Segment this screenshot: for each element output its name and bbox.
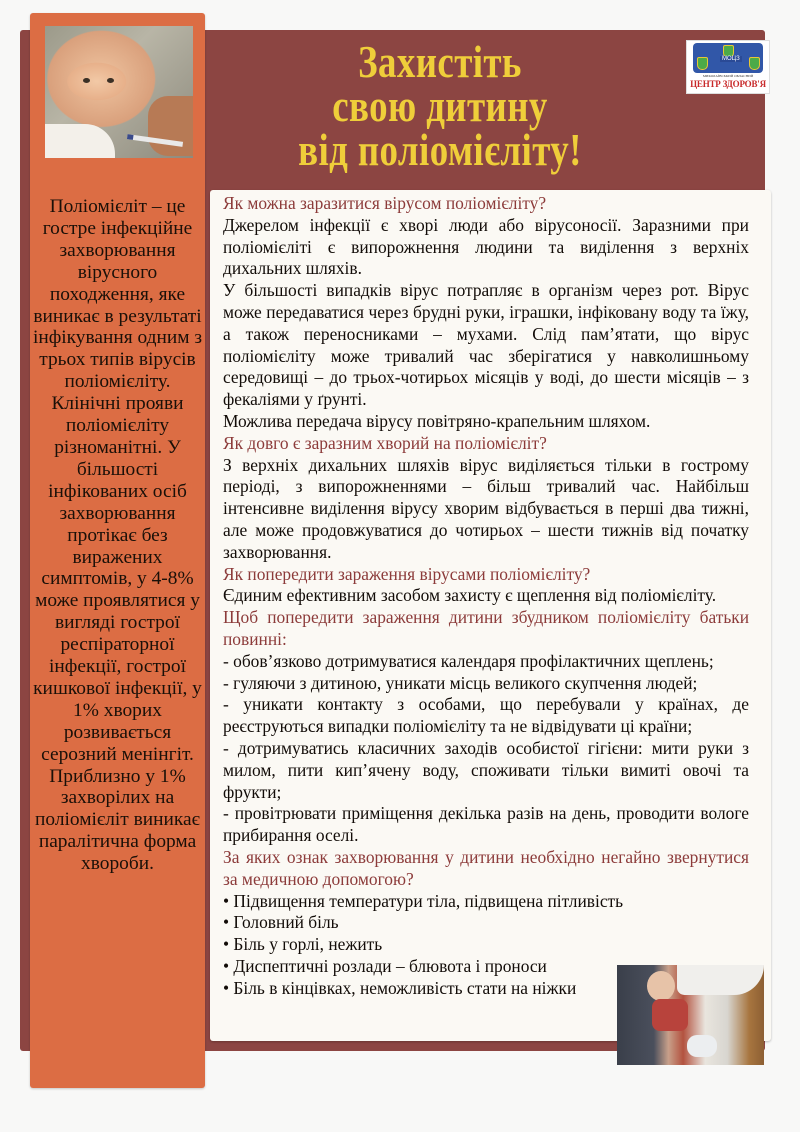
content-panel: [210, 190, 771, 1041]
sidebar-description: Поліомієліт – це гостре інфекційне захворювання вірусного походження, яке виникає в результаті інфікування одним з трьох типів вірусів поліомієліту. Клінічні прояви поліомієліту різноманітні. У більшості інфікованих осіб захворювання протікає без виражених симптомів, у 4-8% може проявлятися у вигляді гострої респіраторної інфекції, гострої кишкової інфекції, у 1% хворих розвивається серозний менінгіт. Приблизно у 1% захворілих на поліомієліт виникає паралітична форма хвороби.: [32, 196, 203, 875]
photo-detail: [677, 965, 764, 995]
section-heading: Як можна заразитися вірусом поліомієліту?: [223, 193, 547, 213]
photo-detail: [45, 124, 115, 158]
list-item: - провітрювати приміщення декілька разів на день, проводити вологе прибирання оселі.: [223, 803, 749, 846]
health-center-logo: [686, 40, 770, 94]
symptom-item: • Головний біль: [223, 912, 339, 933]
logo-badge: [693, 43, 763, 73]
paragraph: Джерелом інфекції є хворі люди або вірусоносії. Заразними при поліомієліті є випорожнення людини та виділення з верхніх дихальних шляхів.: [223, 214, 749, 279]
coat-of-arms-icon: [697, 57, 708, 70]
logo-badge-text: МОЦЗ: [722, 56, 740, 62]
paragraph: З верхніх дихальних шляхів вірус виділяється тільки в гострому періоді, з випорожненнями – більш тривалий час. Найбільш інтенсивне виділення вірусу хворим відбувається в перші два тижні, але може продовжуватися до чотирьох – шести тижнів від початку захворювання.: [223, 454, 749, 562]
coat-of-arms-icon: [749, 57, 760, 70]
symptom-item: • Підвищення температури тіла, підвищена пітливість: [223, 890, 624, 911]
photo-detail: [107, 78, 114, 83]
photo-detail: [652, 999, 688, 1031]
content-body: [223, 193, 749, 999]
symptom-item: • Диспептичні розлади – блювота і проноси: [223, 955, 547, 976]
list-item: - дотримуватись класичних заходів особистої гігієни: мити руки з милом, пити кип’ячену воду, споживати тільки вимиті овочі та фрукти;: [223, 737, 749, 802]
baby-vaccination-photo: [45, 26, 193, 158]
paragraph: Єдиним ефективним засобом захисту є щеплення від поліомієліту.: [223, 585, 717, 606]
section-heading: Як попередити зараження вірусами поліомієліту?: [223, 563, 591, 584]
photo-detail: [647, 971, 675, 1001]
logo-name: ЦЕНТР ЗДОРОВ'Я: [690, 79, 766, 89]
symptom-item: • Біль у горлі, нежить: [223, 934, 383, 955]
list-item: - уникати контакту з особами, що перебували у країнах, де реєструються випадки поліомієліту та не відвідувати ці країни;: [223, 694, 749, 737]
title-line: Захистіть: [358, 37, 522, 87]
paragraph: У більшості випадків вірус потрапляє в організм через рот. Вірус може передаватися через брудні руки, іграшки, інфіковану воду та їжу, а також переносниками – мухами. Слід пам’ятати, що вірус поліомієліту може тривалий час зберігатися у навколишньому середовищі – до трьох-чотирьох місяців у воді, до шести місяців – з фекаліями у ґрунті.: [223, 280, 749, 410]
title-line: від поліомієліту!: [298, 125, 582, 175]
child-examination-photo: [617, 965, 764, 1065]
page-title: [247, 37, 632, 175]
logo-subtitle: МИКОЛАЇВСЬКИЙ ОБЛАСНИЙ: [702, 74, 754, 78]
section-heading: Як довго є заразним хворий на поліомієліт?: [223, 432, 547, 453]
photo-detail: [83, 78, 90, 83]
list-item: - гуляючи з дитиною, уникати місць великого скупчення людей;: [223, 672, 698, 693]
list-item: - обов’язково дотримуватися календаря профілактичних щеплень;: [223, 650, 714, 671]
section-heading: За яких ознак захворювання у дитини необхідно негайно звернутися за медичною допомогою?: [223, 846, 749, 889]
photo-detail: [148, 96, 193, 156]
section-heading: Щоб попередити зараження дитини збудником поліомієліту батьки повинні:: [223, 607, 749, 649]
photo-detail: [687, 1035, 717, 1057]
paragraph: Можлива передача вірусу повітряно-крапельним шляхом.: [223, 410, 651, 431]
symptom-item: • Біль в кінцівках, неможливість стати на ніжки: [223, 977, 577, 998]
title-line: свою дитину: [332, 81, 548, 131]
